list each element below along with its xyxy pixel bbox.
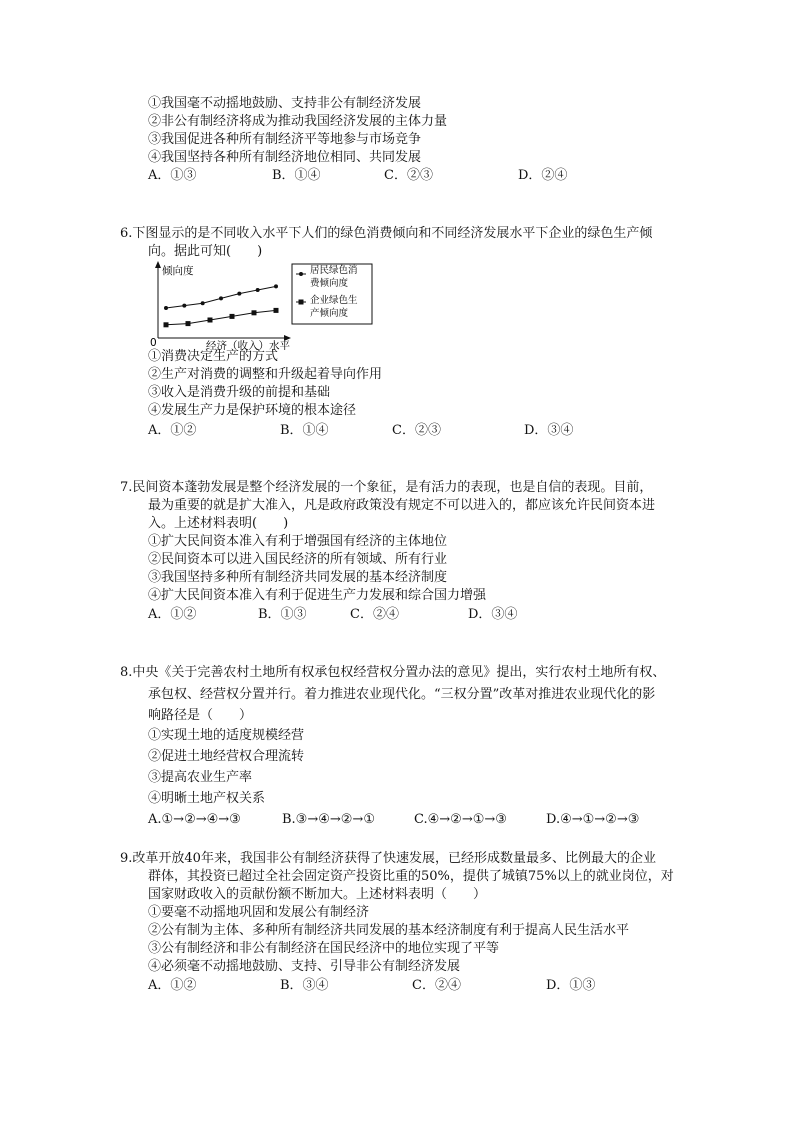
q7-stem-line-1: 7.民间资本蓬勃发展是整个经济发展的一个象征，是有活力的表现，也是自信的表现。目前，: [120, 480, 653, 495]
q6-item-3: ③收入是消费升级的前提和基础: [148, 385, 331, 400]
series-2-point-2: [186, 321, 191, 326]
q6-stem-line-1: 6.下图显示的是不同收入水平下人们的绿色消费倾向和不同经济发展水平下企业的绿色生产倾: [120, 226, 653, 241]
series-1-point-6: [256, 288, 260, 292]
q5-option-b[interactable]: B．①④: [272, 168, 321, 183]
q8-stem-line-2: 承包权、经营权分置并行。着力推进农业现代化。“三权分置”改革对推进农业现代化的影: [148, 687, 656, 702]
q8-stem-line-1: 8.中央《关于完善农村土地所有权承包权经营权分置办法的意见》提出，实行农村土地所有权、: [120, 665, 666, 680]
q8-stem-line-3: 响路径是（ ）: [148, 708, 253, 723]
series-2-point-4: [230, 314, 235, 319]
q9-stem-line-3: 国家财政收入的贡献份额不断加大。上述材料表明（ ）: [148, 887, 487, 902]
series-1-point-3: [201, 301, 205, 305]
series-2-point-6: [274, 308, 279, 313]
q5-item-3: ③我国促进各种所有制经济平等地参与市场竞争: [148, 132, 422, 147]
legend-production-line-1: 企业绿色生: [310, 295, 358, 306]
series-1-point-5: [237, 292, 241, 296]
q7-item-3: ③我国坚持多种所有制经济共同发展的基本经济制度: [148, 570, 448, 585]
q7-item-2: ②民间资本可以进入国民经济的所有领域、所有行业: [148, 552, 448, 567]
q8-option-d[interactable]: D.④→①→②→③: [546, 812, 640, 827]
series-2-point-3: [208, 318, 213, 323]
series-2-point-1: [164, 322, 169, 327]
q6-stem-line-2: 向。据此可知( ): [148, 244, 263, 259]
q6-item-2: ②生产对消费的调整和升级起着导向作用: [148, 367, 383, 382]
q7-item-1: ①扩大民间资本准入有利于增强国有经济的主体地位: [148, 534, 448, 549]
q9-item-1: ①要毫不动摇地巩固和发展公有制经济: [148, 905, 370, 920]
series-production: [164, 308, 279, 327]
q8-item-4: ④明晰土地产权关系: [148, 791, 266, 806]
q6-option-a[interactable]: A．①②: [148, 423, 197, 438]
q6-option-d[interactable]: D．③④: [524, 423, 574, 438]
q8-option-b[interactable]: B.③→④→②→①: [282, 812, 375, 827]
q9-item-3: ③公有制经济和非公有制经济在国民经济中的地位实现了平等: [148, 941, 500, 956]
q8-option-c[interactable]: C.④→②→①→③: [414, 812, 507, 827]
q7-option-c[interactable]: C．②④: [350, 607, 399, 622]
series-2-point-5: [252, 310, 257, 315]
q7-item-4: ④扩大民间资本准入有利于促进生产力发展和综合国力增强: [148, 588, 487, 603]
series-line-2: [166, 310, 276, 324]
q5-option-a[interactable]: A．①③: [148, 168, 197, 183]
q9-option-c[interactable]: C．②④: [412, 978, 461, 993]
series-1-point-2: [182, 304, 186, 308]
q9-item-2: ②公有制为主体、多种所有制经济共同发展的基本经济制度有利于提高人民生活水平: [148, 923, 630, 938]
legend-production-line-2: 产倾向度: [310, 308, 349, 319]
q9-item-4: ④必须毫不动摇地鼓励、支持、引导非公有制经济发展: [148, 959, 461, 974]
q9-stem-line-1: 9.改革开放40年来，我国非公有制经济获得了快速发展，已经形成数量最多、比例最大的企业: [120, 851, 656, 866]
q5-option-c[interactable]: C．②③: [384, 168, 433, 183]
q7-option-d[interactable]: D．③④: [468, 607, 518, 622]
q5-item-1: ①我国毫不动摇地鼓励、支持非公有制经济发展: [148, 96, 422, 111]
q9-option-a[interactable]: A．①②: [148, 978, 197, 993]
q9-option-d[interactable]: D．①③: [546, 978, 596, 993]
y-axis-label: 倾向度: [162, 265, 194, 277]
x-axis-label: 经济（收入）水平: [206, 340, 290, 350]
q9-stem-line-2: 群体，其投资已超过全社会固定资产投资比重的50%，提供了城镇75%以上的就业岗位，对: [148, 869, 674, 884]
series-1-point-1: [164, 306, 168, 310]
q8-option-a[interactable]: A.①→②→④→③: [148, 812, 241, 827]
series-1-point-4: [219, 296, 223, 300]
legend-consumption-line-2: 费倾向度: [310, 278, 349, 289]
series-1-point-7: [274, 284, 278, 288]
legend-consumption-line-1: 居民绿色消: [310, 265, 358, 276]
q7-option-b[interactable]: B．①③: [258, 607, 307, 622]
legend-consumption-marker: [299, 272, 303, 276]
legend-production-marker: [299, 300, 304, 305]
q5-option-d[interactable]: D．②④: [518, 168, 568, 183]
origin-label: 0: [150, 337, 157, 349]
q9-option-b[interactable]: B．③④: [280, 978, 329, 993]
q6-item-1: ①消费决定生产的方式: [148, 349, 279, 364]
q8-item-2: ②促进土地经营权合理流转: [148, 749, 305, 764]
q7-stem-line-3: 入。上述材料表明( ): [148, 516, 289, 531]
q5-item-4: ④我国坚持各种所有制经济地位相同、共同发展: [148, 150, 422, 165]
q7-option-a[interactable]: A．①②: [148, 607, 197, 622]
q7-stem-line-2: 最为重要的就是扩大准入，凡是政府政策没有规定不可以进入的，都应该允许民间资本进: [148, 498, 656, 513]
q8-item-3: ③提高农业生产率: [148, 770, 253, 785]
series-consumption: [164, 284, 278, 310]
q6-option-c[interactable]: C．②③: [392, 423, 441, 438]
green-tendency-chart: [148, 258, 380, 350]
y-axis-arrow: [155, 261, 161, 268]
q5-item-2: ②非公有制经济将成为推动我国经济发展的主体力量: [148, 114, 448, 129]
q8-item-1: ①实现土地的适度规模经营: [148, 728, 305, 743]
q6-item-4: ④发展生产力是保护环境的根本途径: [148, 403, 357, 418]
q6-option-b[interactable]: B．①④: [280, 423, 329, 438]
